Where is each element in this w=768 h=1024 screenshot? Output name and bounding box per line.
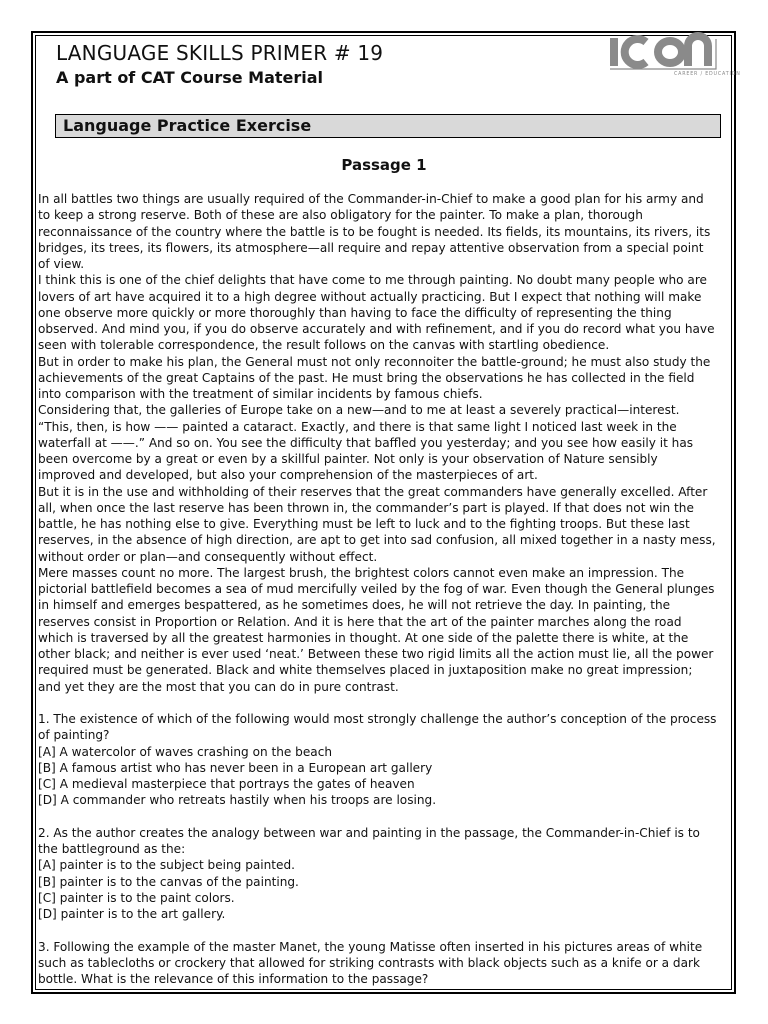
passage-paragraph: I think this is one of the chief delights that have come to me through painting. No doubt many people who are lovers of art have acquired it to a high degree without actually practicing. But I expect that nothing will make one observe more quickly or more thoroughly than having to face the difficulty of representing the thing observed. And mind you, if you do observe accurately and with refinement, and if you do record what you have seen with tolerable correspondence, the result follows on the canvas with startling obedience.	[38, 273, 715, 353]
primer-subtitle: A part of CAT Course Material	[56, 68, 324, 87]
section-header	[55, 114, 721, 138]
spacer	[38, 922, 718, 938]
answer-option: [D] painter is to the art gallery.	[38, 907, 226, 921]
passage-title: Passage 1	[341, 156, 427, 174]
answer-option: [C] A medieval masterpiece that portrays the gates of heaven	[38, 777, 415, 791]
spacer	[38, 809, 718, 825]
answer-option: [A] painter is to the subject being painted.	[38, 858, 296, 873]
logo-tagline: CAREER / EDUCATION	[674, 72, 741, 77]
answer-option: [B] A famous artist who has never been in a European art gallery	[38, 760, 433, 775]
question-stem: 3. Following the example of the master Manet, the young Matisse often inserted in his pictures areas of white such as tablecloths or crockery that allowed for striking contrasts with black objects such as a knife or a dark bottle. What is the relevance of this information to the passage?	[38, 939, 703, 986]
primer-title: LANGUAGE SKILLS PRIMER # 19	[56, 41, 384, 65]
passage-paragraph: Considering that, the galleries of Europe take on a new—and to me at least a severely practical—interest. “This, then, is how —— painted a cataract. Exactly, and there is that same light I noticed last week in the waterfall at ——.” And so on. You see the difficulty that baffled you yesterday; and you see how easily it has been overcome by a great or even by a skillful painter. Not only is your observation of Nature sensibly improved and developed, but also your comprehension of the masterpieces of art.	[38, 403, 694, 483]
answer-option: [D] A commander who retreats hastily when his troops are losing.	[38, 793, 437, 808]
answer-option: [A] A watercolor of waves crashing on the beach	[38, 744, 333, 759]
document-body	[38, 191, 718, 987]
section-label: Language Practice Exercise	[63, 116, 312, 135]
passage-paragraph: In all battles two things are usually required of the Commander-in-Chief to make a good plan for his army and to keep a strong reserve. Both of these are also obligatory for the painter. To make a plan, thorough reconnaissance of the country where the battle is to be fought is needed. Its fields, its mountains, its rivers, its bridges, its trees, its flowers, its atmosphere—all require and repay attentive observation from a special point of view.	[38, 192, 711, 271]
passage-paragraph: But it is in the use and withholding of their reserves that the great commanders have generally excelled. After all, when once the last reserve has been thrown in, the commander’s part is played. If that does not win the battle, he has nothing else to give. Everything must be left to luck and to the fighting troops. But these last reserves, in the absence of high direction, are apt to get into sad confusion, all mixed together in a nasty mess, without order or plan—and consequently without effect.	[38, 484, 716, 564]
passage-paragraph: But in order to make his plan, the General must not only reconnoiter the battle-ground; he must also study the achievements of the great Captains of the past. He must bring the observations he has collected in the field into comparison with the treatment of similar incidents by famous chiefs.	[38, 354, 711, 401]
spacer	[38, 695, 718, 711]
answer-option: [B] painter is to the canvas of the painting.	[38, 874, 299, 889]
answer-option: [C] painter is to the paint colors.	[38, 890, 235, 905]
question-stem: 1. The existence of which of the following would most strongly challenge the author’s conception of the process of painting?	[38, 712, 717, 743]
icon-logo-graphic	[606, 33, 741, 77]
passage-paragraph: Mere masses count no more. The largest brush, the brightest colors cannot even make an impression. The pictorial battlefield becomes a sea of mud mercifully veiled by the fog of war. Even though the General plunges in himself and emerges bespattered, as he sometimes does, he will not retrieve the day. In painting, the reserves consist in Proportion or Relation. And it is here that the art of the painter marches along the road which is traversed by all the greatest harmonies in thought. At one side of the palette there is white, at the other black; and neither is ever used ‘neat.’ Between these two rigid limits all the action must lie, all the power required must be generated. Black and white themselves placed in juxtaposition make no great impression; and yet they are the most that you can do in pure contrast.	[38, 565, 715, 694]
question-stem: 2. As the author creates the analogy between war and painting in the passage, the Commander-in-Chief is to the battleground as the:	[38, 825, 700, 856]
icon-logo	[606, 33, 741, 77]
